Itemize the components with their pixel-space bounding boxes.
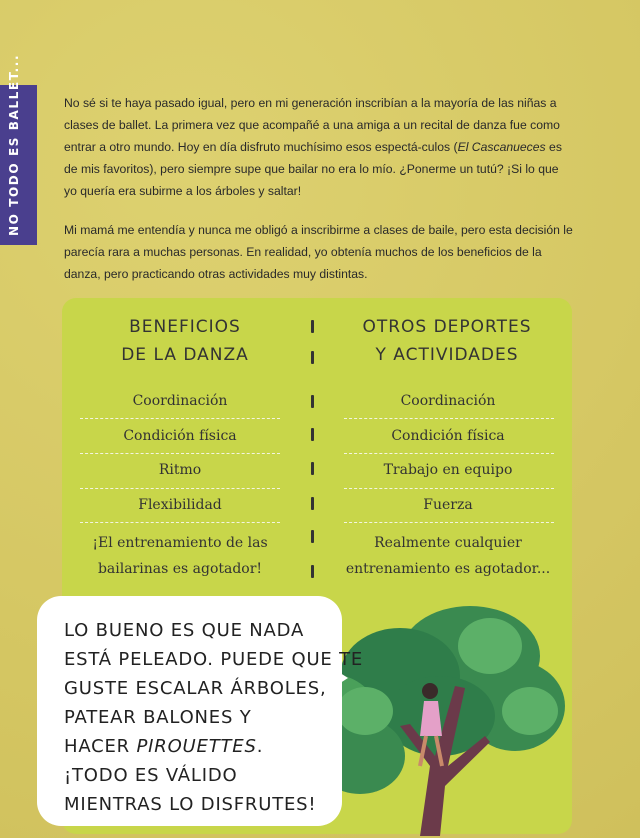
column-divider-mark xyxy=(311,320,314,333)
chapter-side-tab-label: NO TODO ES BALLET... xyxy=(7,53,21,236)
speech-line-6: ¡TODO ES VÁLIDO xyxy=(64,765,238,786)
right-item-entrenamiento-line-2: entrenamiento es agotador... xyxy=(345,561,551,577)
intro-paragraph-1 xyxy=(64,92,574,202)
speech-line-4: PATEAR BALONES Y xyxy=(64,707,252,728)
left-item-flexibilidad: Flexibilidad xyxy=(138,497,222,513)
left-item-entrenamiento-line-2: bailarinas es agotador! xyxy=(97,561,263,577)
intro-p1-part-a: No sé si te haya pasado igual, pero en mi generación inscribían a la mayoría de las niñas a clases de ballet. La primera vez que acompañé a una amiga a un recital de danza fue como entrar a otro mundo. Hoy en día disfruto muchísimo esos espectá-culos ( xyxy=(64,96,560,154)
left-column-header-line-1: BENEFICIOS xyxy=(129,317,241,337)
speech-line-7: MIENTRAS LO DISFRUTES! xyxy=(64,794,317,815)
speech-line-3: GUSTE ESCALAR ÁRBOLES, xyxy=(64,678,327,699)
left-column-header-line-2: DE LA DANZA xyxy=(121,345,249,365)
row-separator xyxy=(80,488,280,489)
speech-line-2: ESTÁ PELEADO. PUEDE QUE TE xyxy=(64,649,364,670)
left-item-condicion-fisica: Condición física xyxy=(123,428,237,444)
book-title-italic: El Cascanueces xyxy=(457,140,546,154)
right-item-coordinacion: Coordinación xyxy=(400,393,496,409)
right-column-header-line-2: Y ACTIVIDADES xyxy=(375,345,519,365)
speech-line-1: LO BUENO ES QUE NADA xyxy=(64,620,305,641)
row-separator xyxy=(344,488,554,489)
row-separator xyxy=(344,522,554,523)
column-divider-mark xyxy=(311,351,314,364)
right-column-header-line-1: OTROS DEPORTES xyxy=(362,317,532,337)
left-item-coordinacion: Coordinación xyxy=(132,393,228,409)
row-separator xyxy=(80,453,280,454)
row-separator xyxy=(344,453,554,454)
intro-paragraph-2: Mi mamá me entendía y nunca me obligó a inscribirme a clases de baile, pero esta decisión le parecía rara a muchas personas. En realidad, yo obtenía muchos de los beneficios de la danza, pero practicando otras actividades muy distintas. xyxy=(64,223,573,281)
right-item-fuerza: Fuerza xyxy=(423,497,473,513)
left-item-ritmo: Ritmo xyxy=(158,462,202,478)
column-divider-mark xyxy=(311,530,314,543)
speech-line-5 xyxy=(64,736,263,757)
row-separator xyxy=(80,522,280,523)
right-item-entrenamiento-line-1: Realmente cualquier xyxy=(374,535,522,551)
right-item-trabajo-en-equipo: Trabajo en equipo xyxy=(383,462,513,478)
speech-line-5-italic: PIROUETTES xyxy=(136,736,257,757)
column-divider-mark xyxy=(311,497,314,510)
column-divider-mark xyxy=(311,395,314,408)
row-separator xyxy=(80,418,280,419)
intro-p1-part-b: es de mis favoritos), pero siempre supe que bailar no era lo mío. ¿Ponerme un tutú? ¡Si lo que yo quería era subirme a los árboles y saltar! xyxy=(64,140,562,198)
left-item-entrenamiento-line-1: ¡El entrenamiento de las xyxy=(92,535,268,551)
speech-line-5-c: . xyxy=(256,736,264,757)
column-divider-mark xyxy=(311,428,314,441)
column-divider-mark xyxy=(311,565,314,578)
speech-line-5-a: HACER xyxy=(64,736,137,757)
right-item-condicion-fisica: Condición física xyxy=(391,428,505,444)
row-separator xyxy=(344,418,554,419)
column-divider-mark xyxy=(311,462,314,475)
